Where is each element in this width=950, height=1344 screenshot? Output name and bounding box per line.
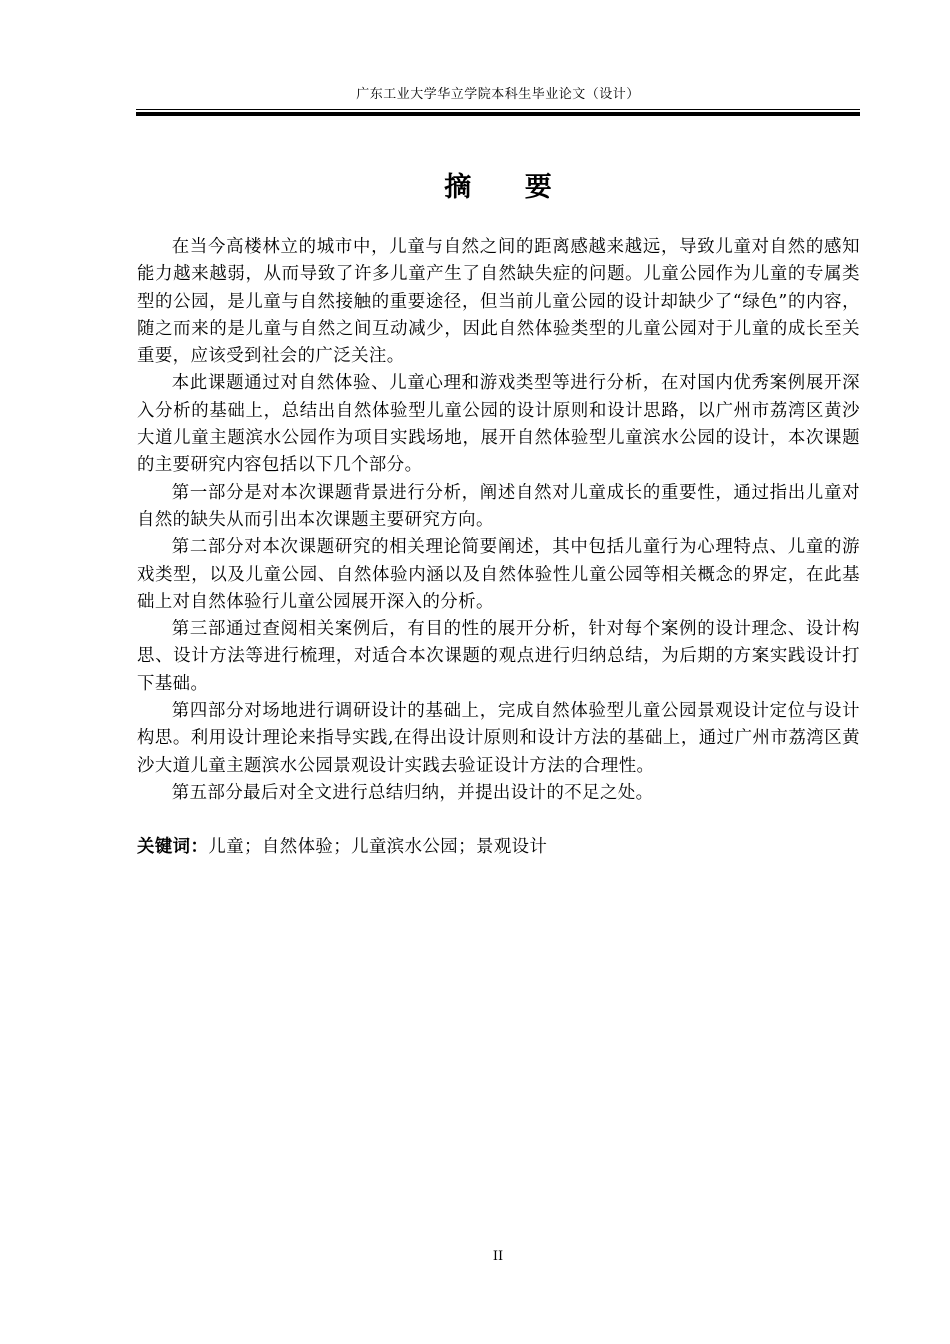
header-rule-thick — [136, 112, 860, 116]
abstract-paragraph-5: 第三部通过查阅相关案例后，有目的性的展开分析，针对每个案例的设计理念、设计构思、设计方法等进行梳理，对适合本次课题的观点进行归纳总结，为后期的方案实践设计打下基础。 — [137, 619, 860, 694]
keywords-label: 关键词： — [137, 837, 209, 857]
abstract-paragraph-4: 第二部分对本次课题研究的相关理论简要阐述，其中包括儿童行为心理特点、儿童的游戏类型，以及儿童公园、自然体验内涵以及自然体验性儿童公园等相关概念的界定，在此基础上对自然体验行儿童公园展开深入的分析。 — [137, 537, 860, 612]
header-rule-thin — [136, 109, 860, 110]
abstract-paragraph-7: 第五部分最后对全文进行总结归纳，并提出设计的不足之处。 — [171, 782, 654, 803]
abstract-title: 摘 要 — [444, 172, 574, 203]
abstract-body — [137, 234, 860, 807]
abstract-paragraph-1: 在当今高楼林立的城市中，儿童与自然之间的距离感越来越远，导致儿童对自然的感知能力越来越弱，从而导致了许多儿童产生了自然缺失症的问题。儿童公园作为儿童的专属类型的公园，是儿童与自然接触的重要途径，但当前儿童公园的设计却缺少了“绿色”的内容，随之而来的是儿童与自然之间互动减少，因此自然体验类型的儿童公园对于儿童的成长至关重要，应该受到社会的广泛关注。 — [137, 237, 860, 367]
keywords-line — [137, 834, 860, 861]
page-number: II — [492, 1249, 504, 1264]
keywords-value: 儿童；自然体验；儿童滨水公园；景观设计 — [208, 837, 548, 857]
abstract-paragraph-6: 第四部分对场地进行调研设计的基础上，完成自然体验型儿童公园景观设计定位与设计构思。利用设计理论来指导实践,在得出设计原则和设计方法的基础上，通过广州市荔湾区黄沙大道儿童主题滨水公园景观设计实践去验证设计方法的合理性。 — [137, 701, 860, 776]
abstract-paragraph-3: 第一部分是对本次课题背景进行分析，阐述自然对儿童成长的重要性，通过指出儿童对自然的缺失从而引出本次课题主要研究方向。 — [137, 482, 860, 530]
running-header: 广东工业大学华立学院本科生毕业论文（设计） — [356, 87, 640, 102]
abstract-paragraph-2: 本此课题通过对自然体验、儿童心理和游戏类型等进行分析，在对国内优秀案例展开深入分析的基础上，总结出自然体验型儿童公园的设计原则和设计思路，以广州市荔湾区黄沙大道儿童主题滨水公园作为项目实践场地，展开自然体验型儿童滨水公园的设计，本次课题的主要研究内容包括以下几个部分。 — [137, 373, 860, 476]
